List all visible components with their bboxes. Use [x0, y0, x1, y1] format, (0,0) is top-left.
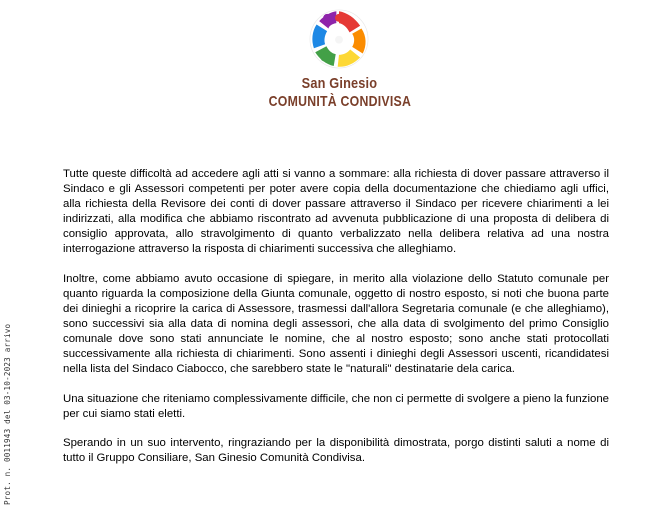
paragraph-4: Sperando in un suo intervento, ringraziando per la disponibilità dimostrata, porgo distinti saluti a nome di tutto il Gruppo Consiliare, San Ginesio Comunità Condivisa. [63, 437, 609, 464]
logo-group-name: COMUNITÀ CONDIVISA [268, 93, 411, 110]
paragraph-2: Inoltre, come abbiamo avuto occasione di spiegare, in merito alla violazione dello Statuto comunale per quanto riguarda la composizione della Giunta comunale, oggetto di nostro esposto, si noti che buona parte dei dinieghi a ricoprire la carica di Assessore, trasmessi dall'allora Segretaria comunale (e che alleghiamo), sono successivi sia alla data di nomina degli assessori, che alla data di svolgimento del primo Consiglio comunale dove sono stati annunciate le nomine, che al nostro esposto; sono anche stati protocollati successivamente alla richiesta di chiarimenti. Sono assenti i dinieghi degli Assessori uscenti, ricandidatesi nella lista del Sindaco Ciabocco, che sarebbero state le "naturali" destinatarie dela carica. [63, 273, 609, 375]
paragraph-1: Tutte queste difficoltà ad accedere agli atti si vanno a sommare: alla richiesta di dover passare attraverso il Sindaco e gli Assessori competenti per poter avere copia della documentazione che chiediamo agli uffici, alla richiesta della Revisore dei conti di dover passare attraverso il Sindaco per ricevere chiarimenti a lei indirizzati, alla modifica che abbiamo riscontrato ad avvenuta pubblicazione di una proposta di delibera di consiglio approvata, allo stravolgimento di quanto verbalizzato nella delibera relativa ad una nostra interrogazione attraverso la risposta di chiarimenti successiva che alleghiamo. [63, 168, 609, 255]
letterhead [0, 6, 667, 110]
letter-body [63, 167, 609, 481]
protocol-stamp: Prot. n. 0011943 del 03-10-2023 arrivo [3, 323, 12, 505]
san-ginesio-logo-icon [306, 6, 372, 72]
paragraph-3: Una situazione che riteniamo complessivamente difficile, che non ci permette di svolgere a pieno la funzione per cui siamo stati eletti. [63, 393, 609, 420]
logo-town-name: San Ginesio [301, 75, 378, 92]
